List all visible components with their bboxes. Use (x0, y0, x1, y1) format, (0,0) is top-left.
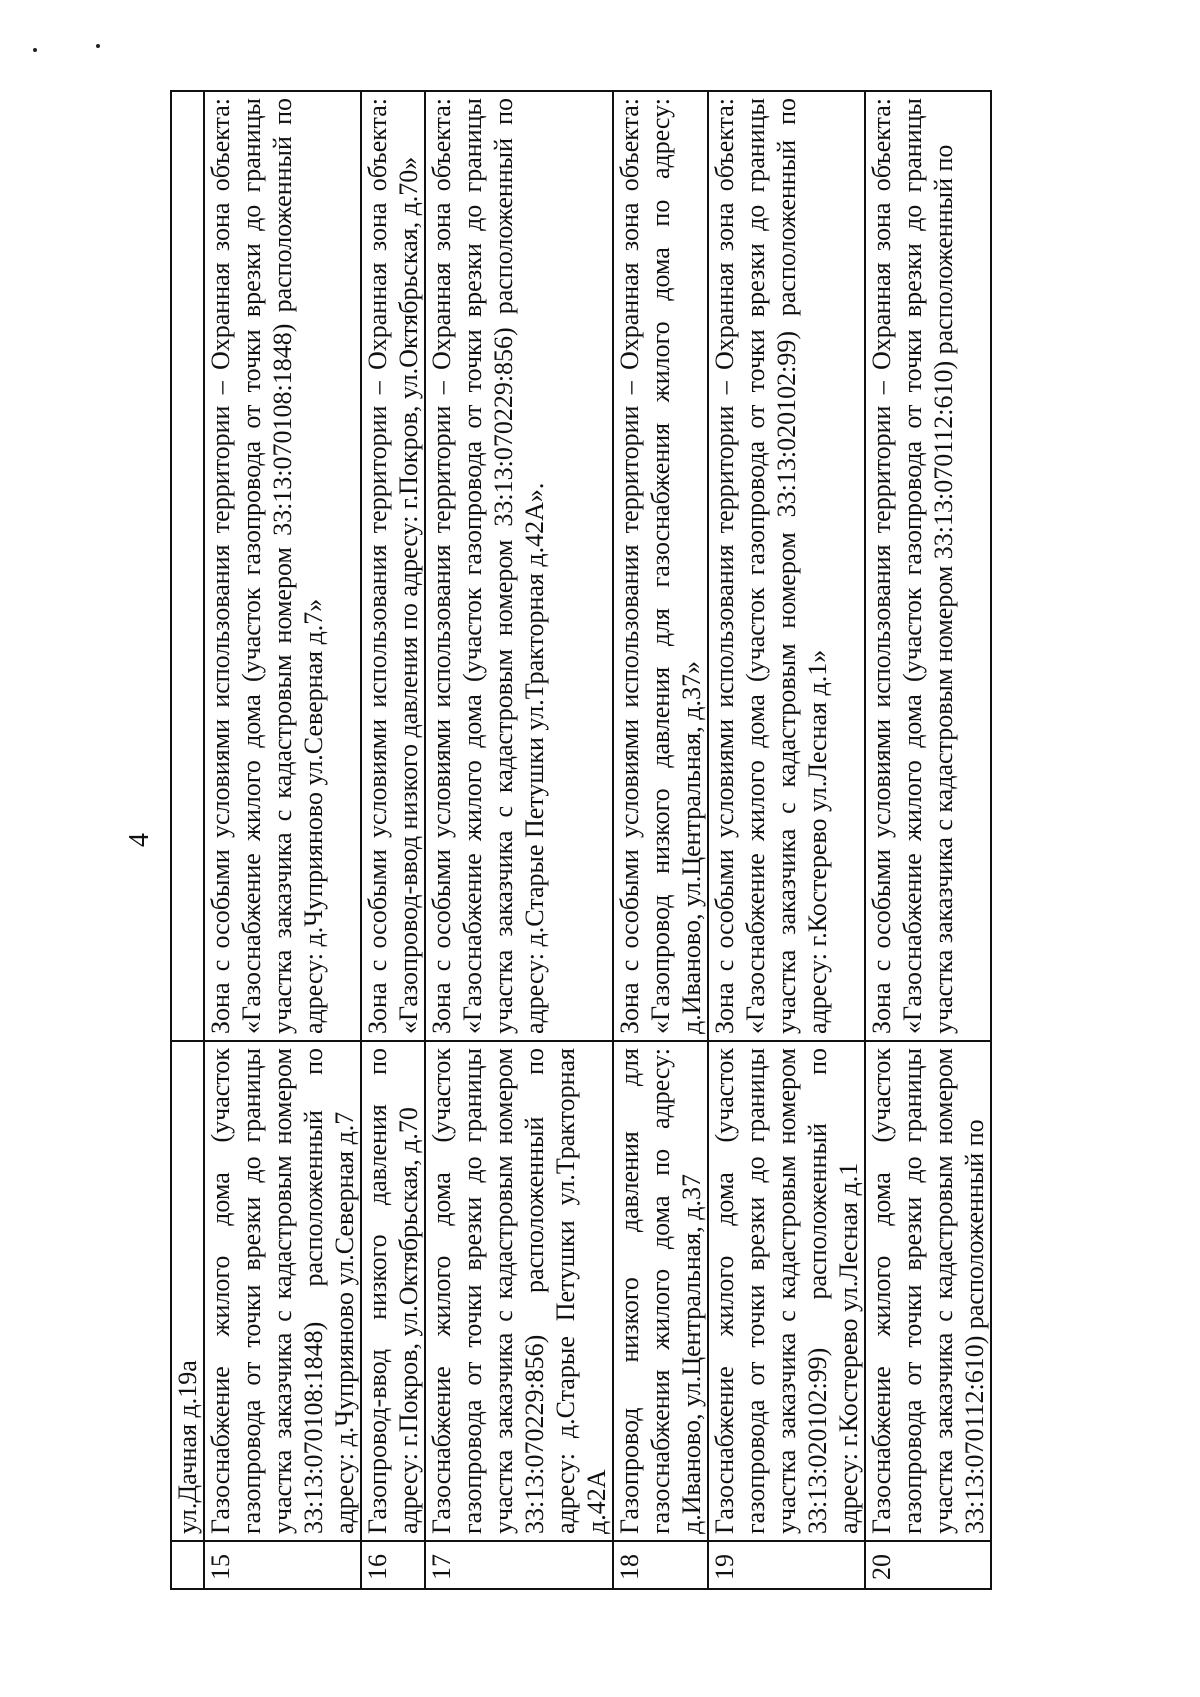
table-row (613, 91, 708, 1589)
row-number: 18 (613, 1541, 708, 1589)
row-number: 19 (708, 1541, 865, 1589)
row-number: 16 (361, 1541, 425, 1589)
row-number (171, 1541, 204, 1589)
zone-description: Зона с особыми условиями использования территории – Охранная зона объекта: «Газопровод-ввод низкого давления по адресу: г.Покров, ул.Октябрьская, д.70» (361, 91, 425, 1041)
zone-description: Зона с особыми условиями использования территории – Охранная зона объекта: «Газоснабжение жилого дома (участок газопровода от точки врезки до границы участка заказчика с кадастровым номером 33:13:070108:1848) расположенный по адресу: д.Чуприяново ул.Северная д.7» (204, 91, 361, 1041)
row-number: 20 (865, 1541, 991, 1589)
table-row (361, 91, 425, 1589)
table-row (204, 91, 361, 1589)
table-row (425, 91, 613, 1589)
rotated-page (120, 90, 1120, 1590)
object-name: ул.Дачная д.19а (171, 1041, 204, 1541)
table-row (708, 91, 865, 1589)
object-name: Газопровод-ввод низкого давления по адресу: г.Покров, ул.Октябрьская, д.70 (361, 1041, 425, 1541)
zones-table (170, 90, 992, 1590)
object-name: Газоснабжение жилого дома (участок газопровода от точки врезки до границы участка заказчика с кадастровым номером 33:13:020102:99) расположенный по адресу: г.Костерево ул.Лесная д.1 (708, 1041, 865, 1541)
page-number: 4 (124, 833, 155, 847)
zone-description: Зона с особыми условиями использования территории – Охранная зона объекта: «Газоснабжение жилого дома (участок газопровода от точки врезки до границы участка заказчика с кадастровым номером 33:13:020102:99) расположенный по адресу: г.Костерево ул.Лесная д.1» (708, 91, 865, 1041)
row-number: 15 (204, 1541, 361, 1589)
zone-description (171, 91, 204, 1041)
zone-description: Зона с особыми условиями использования территории – Охранная зона объекта: «Газоснабжение жилого дома (участок газопровода от точки врезки до границы участка заказчика с кадастровым номером 33:13:070229:856) расположенный по адресу: д.Старые Петушки ул.Тракторная д.42А». (425, 91, 613, 1041)
scan-speck (33, 48, 37, 52)
object-name: Газоснабжение жилого дома (участок газопровода от точки врезки до границы участка заказчика с кадастровым номером 33:13:070112:610) расположенный по (865, 1041, 991, 1541)
row-number: 17 (425, 1541, 613, 1589)
scan-speck (96, 44, 100, 48)
table-row (865, 91, 991, 1589)
table-row (171, 91, 204, 1589)
zone-description: Зона с особыми условиями использования территории – Охранная зона объекта: «Газоснабжение жилого дома (участок газопровода от точки врезки до границы участка заказчика с кадастровым номером 33:13:070112:610) расположенный по (865, 91, 991, 1041)
object-name: Газоснабжение жилого дома (участок газопровода от точки врезки до границы участка заказчика с кадастровым номером 33:13:070108:1848) расположенный по адресу: д.Чуприяново ул.Северная д.7 (204, 1041, 361, 1541)
object-name: Газопровод низкого давления для газоснабжения жилого дома по адресу: д.Иваново, ул.Центральная, д.37 (613, 1041, 708, 1541)
object-name: Газоснабжение жилого дома (участок газопровода от точки врезки до границы участка заказчика с кадастровым номером 33:13:070229:856) расположенный по адресу: д.Старые Петушки ул.Тракторная д.42А (425, 1041, 613, 1541)
zone-description: Зона с особыми условиями использования территории – Охранная зона объекта: «Газопровод низкого давления для газоснабжения жилого дома по адресу: д.Иваново, ул.Центральная, д.37» (613, 91, 708, 1041)
